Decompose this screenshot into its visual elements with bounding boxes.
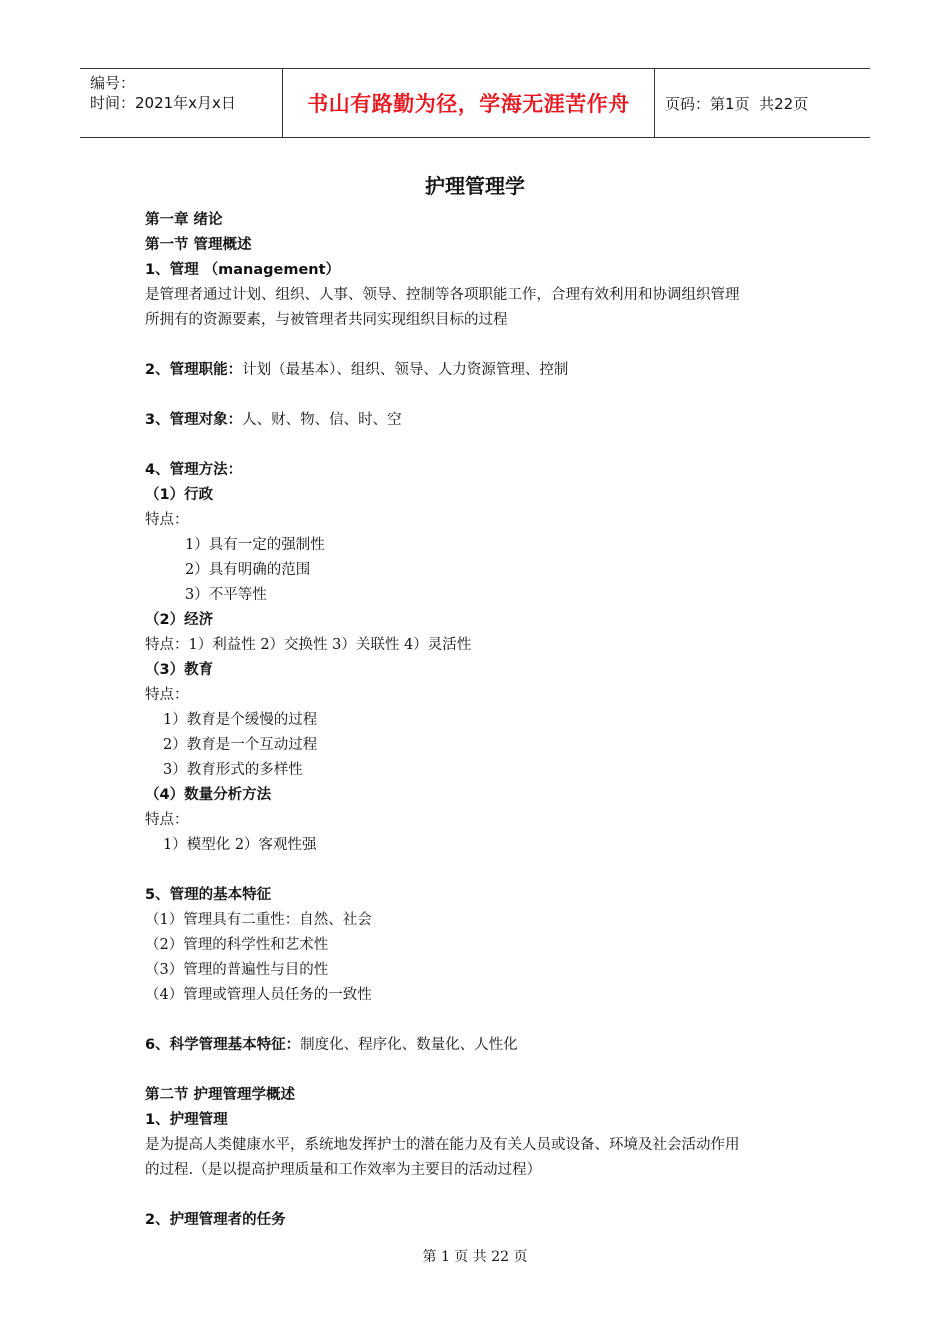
list-item <box>145 933 825 958</box>
sub-heading <box>145 608 825 633</box>
line-text: 计划（最基本）、组织、领导、人力资源管理、控制 <box>242 362 569 378</box>
list-item <box>145 983 825 1008</box>
paragraph-line <box>145 1133 825 1158</box>
line-text: 是管理者通过计划、组织、人事、领导、控制等各项职能工作，合理有效利用和协调组织管理 <box>145 287 740 303</box>
paragraph-line <box>145 808 825 833</box>
list-item <box>145 558 825 583</box>
header-motto: 书山有路勤为径，学海无涯苦作舟 <box>282 69 655 137</box>
item-line <box>145 358 825 383</box>
line-text: （3）管理的普遍性与目的性 <box>145 962 329 978</box>
list-item <box>145 533 825 558</box>
paragraph-line <box>145 633 825 658</box>
line-bold: 4、管理方法： <box>145 462 243 478</box>
section-heading <box>145 1083 825 1108</box>
list-item <box>145 758 825 783</box>
blank-line <box>145 1058 825 1083</box>
line-bold: 5、管理的基本特征 <box>145 887 272 903</box>
sub-heading <box>145 483 825 508</box>
line-text: 1）模型化 2）客观性强 <box>163 837 317 853</box>
line-bold: （2）经济 <box>145 612 214 628</box>
item-heading <box>145 883 825 908</box>
line-text: （4）管理或管理人员任务的一致性 <box>145 987 372 1003</box>
blank-line <box>145 1008 825 1033</box>
line-text: 特点：1）利益性 2）交换性 3）关联性 4）灵活性 <box>145 637 472 653</box>
sub-heading <box>145 658 825 683</box>
line-text: 所拥有的资源要素，与被管理者共同实现组织目标的过程 <box>145 312 508 328</box>
page-header <box>80 68 870 138</box>
paragraph-line <box>145 283 825 308</box>
line-bold: 2、管理职能： <box>145 362 243 378</box>
line-bold: 6、科学管理基本特征： <box>145 1037 301 1053</box>
blank-line <box>145 383 825 408</box>
item-line <box>145 408 825 433</box>
line-text: 特点： <box>145 512 189 528</box>
item-heading <box>145 1208 825 1233</box>
line-text: 3）不平等性 <box>185 587 267 603</box>
line-text: 1）教育是个缓慢的过程 <box>163 712 318 728</box>
line-bold: 第一节 管理概述 <box>145 237 252 253</box>
line-bold: 第一章 绪论 <box>145 212 223 228</box>
header-meta <box>80 69 282 137</box>
line-bold: 1、管理 （management） <box>145 262 341 278</box>
list-item <box>145 583 825 608</box>
list-item <box>145 733 825 758</box>
item-heading <box>145 1108 825 1133</box>
paragraph-line <box>145 308 825 333</box>
line-text: 1）具有一定的强制性 <box>185 537 325 553</box>
list-item <box>145 708 825 733</box>
line-text: 特点： <box>145 687 189 703</box>
line-bold: 1、护理管理 <box>145 1112 228 1128</box>
paragraph-line <box>145 1158 825 1183</box>
line-text: 的过程.（是以提高护理质量和工作效率为主要目的活动过程） <box>145 1162 542 1178</box>
section-heading <box>145 233 825 258</box>
line-text: 特点： <box>145 812 189 828</box>
sub-heading <box>145 783 825 808</box>
line-text: （2）管理的科学性和艺术性 <box>145 937 329 953</box>
line-bold: 2、护理管理者的任务 <box>145 1212 286 1228</box>
item-heading <box>145 258 825 283</box>
paragraph-line <box>145 683 825 708</box>
chapter-heading <box>145 208 825 233</box>
line-text: 3）教育形式的多样性 <box>163 762 303 778</box>
line-bold: 第二节 护理管理学概述 <box>145 1087 296 1103</box>
header-page-info <box>655 69 870 137</box>
blank-line <box>145 858 825 883</box>
page-footer: 第 1 页 共 22 页 <box>422 1249 528 1265</box>
header-page-info-text: 页码：第1页 共22页 <box>665 94 809 113</box>
document-time-label: 时间：2021年x月x日 <box>90 94 236 112</box>
document-number-label: 编号： <box>90 74 136 92</box>
document-title: 护理管理学 <box>425 174 525 198</box>
line-text: （1）管理具有二重性：自然、社会 <box>145 912 372 928</box>
paragraph-line <box>145 508 825 533</box>
list-item <box>145 833 825 858</box>
line-bold: （4）数量分析方法 <box>145 787 272 803</box>
blank-line <box>145 433 825 458</box>
line-bold: （3）教育 <box>145 662 214 678</box>
blank-line <box>145 1183 825 1208</box>
line-bold: 3、管理对象： <box>145 412 243 428</box>
document-body <box>145 208 825 1233</box>
item-line <box>145 1033 825 1058</box>
line-text: 人、财、物、信、时、空 <box>242 412 402 428</box>
list-item <box>145 908 825 933</box>
line-text: 2）教育是一个互动过程 <box>163 737 318 753</box>
list-item <box>145 958 825 983</box>
item-heading <box>145 458 825 483</box>
line-bold: （1）行政 <box>145 487 214 503</box>
blank-line <box>145 333 825 358</box>
line-text: 2）具有明确的范围 <box>185 562 311 578</box>
line-text: 是为提高人类健康水平，系统地发挥护士的潜在能力及有关人员或设备、环境及社会活动作用 <box>145 1137 740 1153</box>
line-text: 制度化、程序化、数量化、人性化 <box>300 1037 518 1053</box>
